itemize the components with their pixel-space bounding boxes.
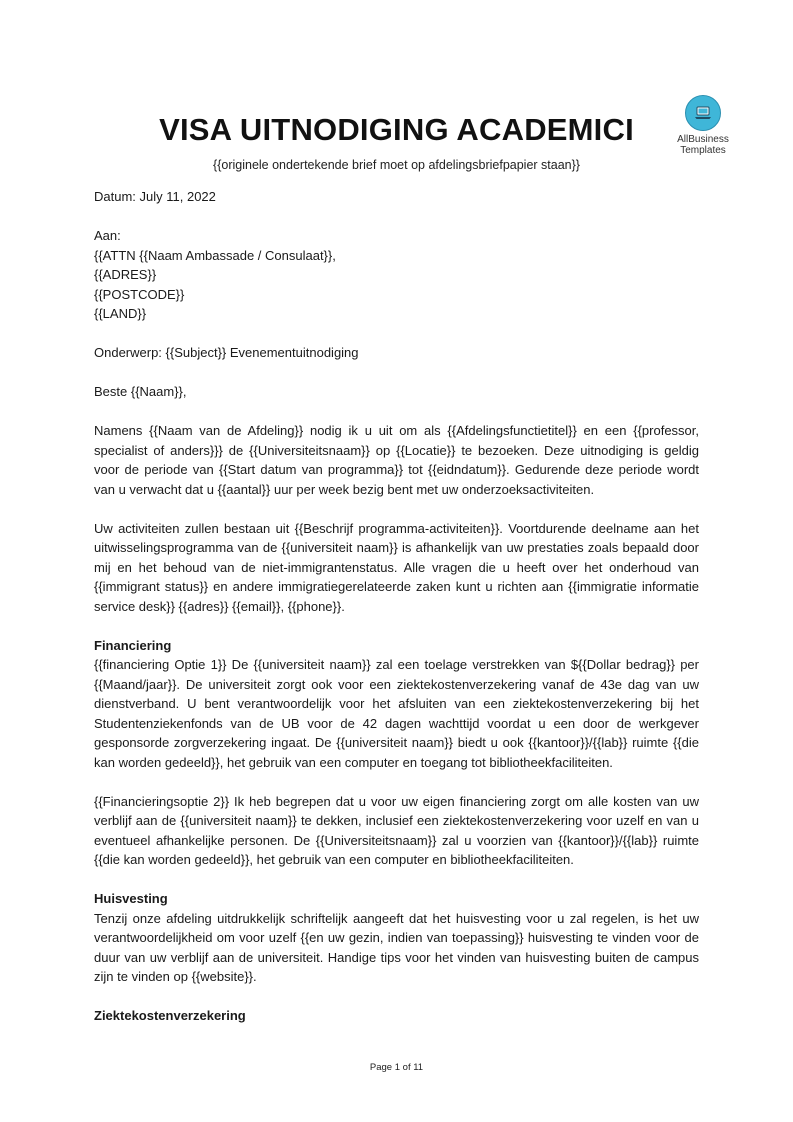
paragraph-activities: Uw activiteiten zullen bestaan uit {{Beschrijf programma-activiteiten}}. Voortdurende deelname aan het uitwisselingsprogramma van de {{universiteit naam}} is afhankelijk van uw prestaties zoals bepaald door mij en het behoud van de niet-immigrantenstatus. Alle vragen die u heeft over het onderhoud van {{immigrant status}} en andere immigratiegerelateerde zaken kunt u richten aan {{immigratie informatie service desk}} {{adres}} {{email}}, {{phone}}. (94, 520, 699, 614)
subject-line: Onderwerp: {{Subject}} Evenementuitnodiging (94, 345, 359, 360)
date-line: Datum: July 11, 2022 (94, 189, 216, 204)
document-title: VISA UITNODIGING ACADEMICI (159, 112, 634, 147)
paragraph-financiering-option-1: {{financiering Optie 1}} De {{universiteit naam}} zal een toelage verstrekken van ${{Dollar bedrag}} per {{Maand/jaar}}. De universiteit zorgt ook voor een ziektekostenverzekering vanaf de 43e dag van uw dienstverband. U bent verantwoordelijk voor het afsluiten van een ziektekostenverzekering bij het Studentenziekenfonds van de UB voor de 42 dagen wachttijd voordat u een door de werkgever gesponsorde zorgverzekering ingaat. De {{universiteit naam}} biedt u ook {{kantoor}}/{{lab}} ruimte {{die kan worden gedeeld}}, het gebruik van een computer en toegang tot bibliotheekfaciliteiten. (94, 657, 699, 770)
address-adres: {{ADRES}} (94, 267, 157, 282)
address-to: Aan: (94, 228, 121, 243)
document-subtitle: {{originele ondertekende brief moet op afdelingsbriefpapier staan}} (213, 158, 580, 172)
paragraph-financiering-option-2: {{Financieringsoptie 2}} Ik heb begrepen dat u voor uw eigen financiering zorgt om alle kosten van uw verblijf aan de {{universiteit naam}} te dekken, inclusief een ziektekostenverzekering voor uzelf en van u eventueel afhankelijke personen. De {{Universiteitsnaam}} zal u voorzien van {{kantoor}}/{{lab}} ruimte {{die kan worden gedeeld}}, het gebruik van een computer en bibliotheekfaciliteiten. (94, 793, 699, 867)
paragraph-huisvesting: Tenzij onze afdeling uitdrukkelijk schriftelijk aangeeft dat het huisvesting voor u zal regelen, is het uw verantwoordelijkheid om voor uzelf {{en uw gezin, indien van toepassing}} huisvesting te vinden voor de duur van uw verblijf aan de universiteit. Handige tips voor het vinden van huisvesting buiten de campus zijn te vinden op {{website}}. (94, 910, 699, 984)
address-attn: {{ATTN {{Naam Ambassade / Consulaat}}, (94, 247, 336, 263)
heading-ziektekostenverzekering: Ziektekostenverzekering (94, 1008, 246, 1023)
heading-huisvesting: Huisvesting (94, 891, 168, 906)
logo-line-1: AllBusiness (677, 134, 729, 145)
logo-line-2: Templates (680, 145, 726, 156)
page-number: Page 1 of 11 (369, 1062, 424, 1073)
greeting: Beste {{Naam}}, (94, 384, 187, 399)
address-postcode: {{POSTCODE}} (94, 286, 185, 302)
address-land: {{LAND}} (94, 306, 147, 321)
letter-body (94, 187, 699, 1026)
heading-financiering: Financiering (94, 637, 172, 653)
paragraph-invitation: Namens {{Naam van de Afdeling}} nodig ik u uit om als {{Afdelingsfunctietitel}} en een {{professor, specialist of anders}}} de {{Universiteitsnaam}} op {{Locatie}} te bezoeken. Deze uitnodiging is geldig voor de periode van {{Start datum van programma}} tot {{eidndatum}}. Gedurende deze periode wordt van u verwacht dat u {{aantal}} uur per week bezig bent met uw onderzoeksactiviteiten. (94, 423, 699, 497)
